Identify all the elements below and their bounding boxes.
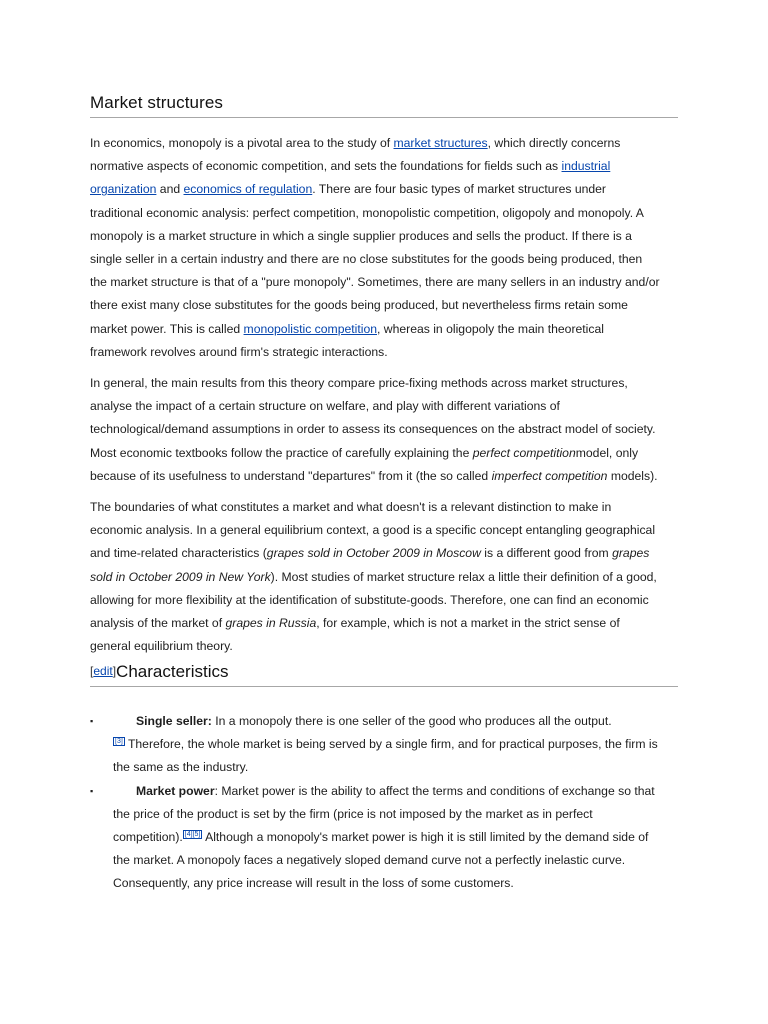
text: competition). <box>113 830 183 845</box>
edit-section <box>90 664 116 678</box>
text-line: In general, the main results from this theory compare price-fixing methods across market structures, <box>90 376 628 390</box>
italic-text: grapes sold in October 2009 in Moscow <box>266 546 481 561</box>
text-line: the market structure is that of a "pure monopoly". Sometimes, there are many sellers in an industry and/or <box>90 275 660 290</box>
text: ). Most studies of market structure relax a little their definition of a good, <box>270 569 657 584</box>
text-line: single seller in a certain industry and there are no close substitutes for the goods being produced, then <box>90 252 643 267</box>
text: Therefore, the whole market is being served by a single firm, and for practical purposes, the firm is <box>124 737 658 752</box>
text-line: traditional economic analysis: perfect competition, monopolistic competition, oligopoly and monopoly. A <box>90 205 644 220</box>
text: Although a monopoly's market power is high it is still limited by the demand side of <box>202 830 649 845</box>
text: , whereas in oligopoly the main theoretical <box>377 321 604 336</box>
paragraph-boundaries <box>90 496 682 658</box>
text-line <box>90 542 682 565</box>
text: market power. This is called <box>90 321 244 336</box>
italic-text: imperfect competition <box>491 468 608 483</box>
bold-term: Market power <box>136 783 215 798</box>
italic-text: perfect competition <box>472 445 576 460</box>
list-item-single-seller <box>90 710 678 780</box>
text-line <box>113 710 678 733</box>
text-line: allowing for more flexibility at the identification of substitute-goods. Therefore, one can find an economic <box>90 592 649 607</box>
text: , which directly concerns <box>487 136 621 150</box>
text-line: The boundaries of what constitutes a market and what doesn't is a relevant distinction to make in <box>90 500 612 514</box>
link-industrial-organization[interactable]: industrial <box>561 159 611 174</box>
text-line <box>90 318 682 341</box>
text: and <box>156 182 184 197</box>
text-line <box>90 442 682 465</box>
text-line <box>90 465 682 488</box>
text-line: Consequently, any price increase will result in the loss of some customers. <box>113 876 514 891</box>
text: and time-related characteristics ( <box>90 546 267 561</box>
text-line <box>90 566 682 589</box>
text: models). <box>607 468 658 483</box>
text-line: technological/demand assumptions in order to assess its consequences on the abstract model of society. <box>90 422 656 437</box>
characteristics-list <box>90 710 678 896</box>
text-line <box>90 132 682 155</box>
text-line <box>113 826 678 849</box>
bracket: [ <box>90 664 94 678</box>
bracket: ] <box>112 664 117 678</box>
link-monopolistic-competition[interactable]: monopolistic competition <box>243 321 377 336</box>
bullet-icon: ▪ <box>90 716 94 726</box>
section-heading-characteristics <box>90 661 678 687</box>
text-line: analyse the impact of a certain structure on welfare, and play with different variations of <box>90 399 560 414</box>
bullet-icon: ▪ <box>90 785 94 796</box>
text-line <box>90 612 682 635</box>
text: Most economic textbooks follow the practice of carefully explaining the <box>90 445 473 460</box>
text: normative aspects of economic competition, and sets the foundations for fields such as <box>90 159 562 174</box>
reference-link[interactable]: [3] <box>115 738 123 746</box>
text-line: the price of the product is set by the firm (price is not imposed by the market as in perfect <box>113 806 593 821</box>
text-line: there exist many close substitutes for the goods being produced, but nevertheless firms retain some <box>90 298 628 313</box>
text: . There are four basic types of market structures under <box>312 182 606 197</box>
section-heading-market-structures <box>90 92 678 118</box>
edit-link[interactable]: edit <box>93 664 113 678</box>
paragraph-intro <box>90 132 682 364</box>
link-economics-of-regulation[interactable]: economics of regulation <box>183 182 313 197</box>
text: In a monopoly there is one seller of the good who produces all the output. <box>211 714 612 728</box>
link-market-structures[interactable]: market structures <box>393 136 488 150</box>
italic-text: grapes in Russia <box>225 616 317 631</box>
link-industrial-organization-cont[interactable]: organization <box>90 182 157 197</box>
text: model, only <box>575 445 639 460</box>
italic-text: sold in October 2009 in New York <box>90 569 271 584</box>
bold-term: Single seller: <box>136 714 212 728</box>
text-line <box>90 178 682 201</box>
italic-text: grapes <box>612 546 650 561</box>
text: : Market power is the ability to affect the terms and conditions of exchange so that <box>214 783 655 798</box>
text: is a different good from <box>480 546 613 561</box>
section-title: Market structures <box>90 93 224 112</box>
list-item-market-power <box>90 780 678 896</box>
text: analysis of the market of <box>90 616 226 631</box>
text: , for example, which is not a market in the strict sense of <box>316 616 620 631</box>
text-line <box>90 155 682 178</box>
reference-link[interactable]: [4][5] <box>184 831 201 839</box>
paragraph-results <box>90 372 682 488</box>
text-line <box>113 733 678 756</box>
text-line <box>113 780 678 803</box>
section-title: Characteristics <box>116 662 229 681</box>
text: because of its usefulness to understand "departures" from it (the so called <box>90 468 492 483</box>
text-line: economic analysis. In a general equilibrium context, a good is a specific concept entangling geographical <box>90 523 656 538</box>
text: In economics, monopoly is a pivotal area to the study of <box>90 136 394 150</box>
text-line: general equilibrium theory. <box>90 639 233 654</box>
text-line: monopoly is a market structure in which a single supplier produces and sells the product. If there is a <box>90 228 632 243</box>
text-line: the same as the industry. <box>113 760 249 775</box>
text-line: the market. A monopoly faces a negatively sloped demand curve not a perfectly inelastic curve. <box>113 853 626 868</box>
text-line: framework revolves around firm's strategic interactions. <box>90 344 388 359</box>
